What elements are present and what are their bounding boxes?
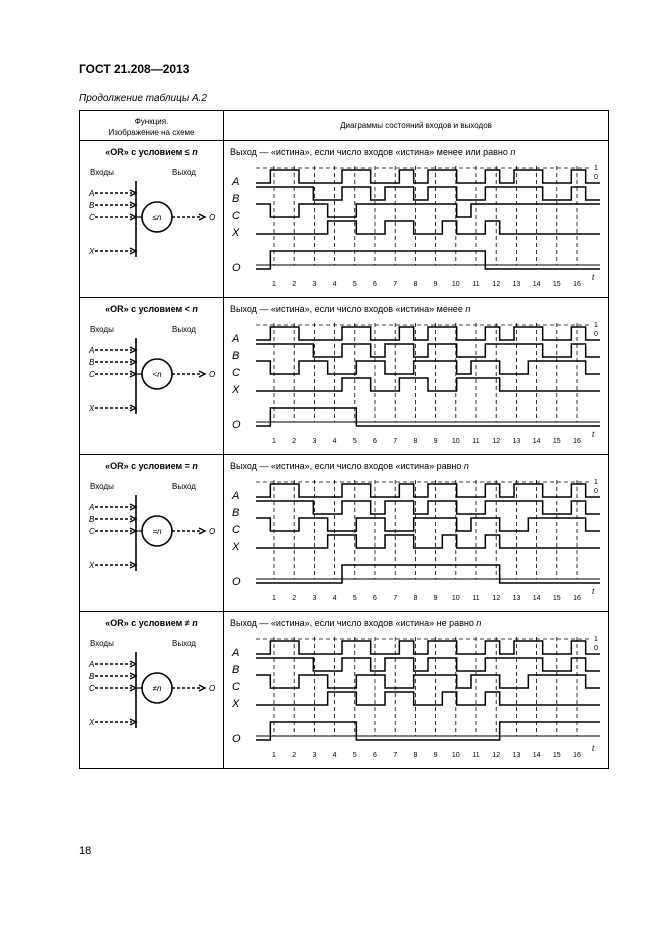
time-tick-label: 5 <box>352 438 357 445</box>
page-number: 18 <box>79 845 92 857</box>
signal-waveform-x <box>256 221 600 234</box>
input-letter: A <box>89 660 95 669</box>
time-axis-label: t <box>592 744 595 753</box>
signal-label: X <box>232 384 240 396</box>
level-zero-label: 0 <box>594 174 598 181</box>
timing-diagram <box>224 455 610 611</box>
diagram-cell <box>224 612 609 769</box>
time-tick-label: 1 <box>272 281 276 288</box>
input-letter: B <box>89 358 95 367</box>
function-symbol-label: <n <box>152 370 162 379</box>
time-tick-label: 15 <box>552 752 561 759</box>
signal-waveform-a <box>256 170 600 183</box>
function-symbol <box>80 612 223 768</box>
inputs-label: Входы <box>90 325 114 334</box>
time-tick-label: 5 <box>352 752 357 759</box>
input-letter: A <box>89 346 95 355</box>
input-letter: B <box>89 201 95 210</box>
time-tick-label: 8 <box>413 281 418 288</box>
diagram-description: Выход — «истина», если число входов «истина» менее n <box>230 304 471 314</box>
time-tick-label: 8 <box>413 595 418 602</box>
time-tick-label: 13 <box>512 281 521 288</box>
function-symbol <box>80 141 223 297</box>
time-tick-label: 10 <box>451 438 460 445</box>
table-row <box>80 298 609 455</box>
level-zero-label: 0 <box>594 488 598 495</box>
signal-waveform-o <box>256 565 600 583</box>
input-letter: A <box>89 189 95 198</box>
level-one-label: 1 <box>594 322 598 329</box>
time-tick-label: 10 <box>451 595 460 602</box>
input-letter: X <box>89 247 95 256</box>
input-letter: X <box>89 561 95 570</box>
time-tick-label: 16 <box>573 595 581 602</box>
output-letter: O <box>209 213 216 222</box>
time-tick-label: 9 <box>433 438 438 445</box>
time-tick-label: 1 <box>272 595 276 602</box>
time-tick-label: 9 <box>433 752 438 759</box>
signal-waveform-b <box>256 658 600 671</box>
time-tick-label: 13 <box>512 595 521 602</box>
signal-waveform-a <box>256 641 600 654</box>
time-axis-label: t <box>592 430 595 439</box>
signal-label: A <box>232 333 240 345</box>
function-symbol <box>80 455 223 611</box>
time-tick-label: 2 <box>292 438 297 445</box>
time-tick-label: 3 <box>312 281 317 288</box>
table-row <box>80 455 609 612</box>
time-tick-label: 15 <box>552 438 561 445</box>
function-title: «OR» с условием < n <box>105 304 198 314</box>
signal-waveform-o <box>256 408 600 426</box>
level-one-label: 1 <box>594 165 598 172</box>
time-tick-label: 5 <box>352 595 357 602</box>
time-tick-label: 9 <box>433 595 438 602</box>
time-tick-label: 15 <box>552 595 561 602</box>
function-title: «OR» с условием = n <box>105 461 198 471</box>
inputs-label: Входы <box>90 639 114 648</box>
signal-waveform-a <box>256 484 600 497</box>
time-tick-label: 10 <box>451 752 460 759</box>
function-cell <box>80 612 224 769</box>
signal-label: C <box>232 681 240 693</box>
signal-waveform-b <box>256 187 600 200</box>
time-tick-label: 5 <box>352 281 357 288</box>
time-tick-label: 10 <box>451 281 460 288</box>
time-tick-label: 6 <box>373 595 377 602</box>
output-label: Выход <box>172 482 196 491</box>
signal-waveform-o <box>256 251 600 269</box>
time-tick-label: 7 <box>393 438 398 445</box>
input-letter: C <box>89 370 95 379</box>
time-tick-label: 7 <box>393 281 398 288</box>
time-axis-label: t <box>592 273 595 282</box>
time-tick-label: 8 <box>413 752 418 759</box>
signal-waveform-a <box>256 327 600 340</box>
input-letter: B <box>89 515 95 524</box>
signal-label: C <box>232 524 240 536</box>
signal-waveform-x <box>256 378 600 391</box>
signal-label: A <box>232 176 240 188</box>
time-tick-label: 6 <box>373 281 377 288</box>
signal-label: O <box>232 733 241 745</box>
time-tick-label: 11 <box>472 752 480 759</box>
table-row <box>80 612 609 769</box>
header-diagram-cell: Диаграммы состояний входов и выходов <box>224 111 609 141</box>
output-label: Выход <box>172 325 196 334</box>
time-tick-label: 12 <box>492 752 501 759</box>
signal-waveform-c <box>256 518 600 531</box>
time-tick-label: 6 <box>373 752 377 759</box>
signal-label: C <box>232 367 240 379</box>
table-row <box>80 141 609 298</box>
function-symbol-label: ≠n <box>152 684 162 693</box>
table-continuation-caption: Продолжение таблицы А.2 <box>79 93 207 104</box>
time-tick-label: 14 <box>532 752 541 759</box>
output-letter: O <box>209 684 216 693</box>
input-letter: C <box>89 527 95 536</box>
header-function-line1: Функция. <box>134 117 169 126</box>
signal-label: O <box>232 576 241 588</box>
output-label: Выход <box>172 168 196 177</box>
time-tick-label: 16 <box>573 752 581 759</box>
time-tick-label: 3 <box>312 752 317 759</box>
time-tick-label: 12 <box>492 438 501 445</box>
diagram-description: Выход — «истина», если число входов «истина» равно n <box>230 461 469 471</box>
header-function-line2: Изображение на схеме <box>108 128 195 137</box>
signal-label: C <box>232 210 240 222</box>
signal-label: X <box>232 541 240 553</box>
diagram-description: Выход — «истина», если число входов «истина» менее или равно n <box>230 147 516 157</box>
input-letter: X <box>89 404 95 413</box>
time-tick-label: 9 <box>433 281 438 288</box>
signal-label: O <box>232 419 241 431</box>
output-letter: O <box>209 527 216 536</box>
input-letter: A <box>89 503 95 512</box>
input-letter: C <box>89 213 95 222</box>
signal-label: X <box>232 227 240 239</box>
function-table <box>79 110 609 769</box>
signal-waveform-b <box>256 501 600 514</box>
time-tick-label: 15 <box>552 281 561 288</box>
time-tick-label: 12 <box>492 281 501 288</box>
time-tick-label: 12 <box>492 595 501 602</box>
time-tick-label: 16 <box>573 281 581 288</box>
inputs-label: Входы <box>90 168 114 177</box>
time-tick-label: 1 <box>272 752 276 759</box>
level-one-label: 1 <box>594 479 598 486</box>
signal-label: B <box>232 193 240 205</box>
time-tick-label: 14 <box>532 438 541 445</box>
signal-label: A <box>232 490 240 502</box>
timing-diagram <box>224 141 610 297</box>
signal-label: B <box>232 664 240 676</box>
time-tick-label: 11 <box>472 438 480 445</box>
time-tick-label: 11 <box>472 595 480 602</box>
function-symbol <box>80 298 223 454</box>
signal-label: A <box>232 647 240 659</box>
time-tick-label: 4 <box>332 595 337 602</box>
header-function-cell <box>80 111 224 141</box>
signal-waveform-c <box>256 675 600 688</box>
diagram-cell <box>224 455 609 612</box>
time-tick-label: 7 <box>393 752 398 759</box>
time-tick-label: 4 <box>332 281 337 288</box>
signal-label: O <box>232 262 241 274</box>
time-tick-label: 13 <box>512 438 521 445</box>
level-zero-label: 0 <box>594 331 598 338</box>
level-zero-label: 0 <box>594 645 598 652</box>
diagram-description: Выход — «истина», если число входов «истина» не равно n <box>230 618 482 628</box>
time-tick-label: 4 <box>332 438 337 445</box>
time-tick-label: 13 <box>512 752 521 759</box>
input-letter: C <box>89 684 95 693</box>
time-tick-label: 4 <box>332 752 337 759</box>
signal-label: X <box>232 698 240 710</box>
document-standard-code: ГОСТ 21.208—2013 <box>79 62 190 76</box>
time-tick-label: 7 <box>393 595 398 602</box>
function-symbol-label: =n <box>152 527 162 536</box>
function-title: «OR» с условием ≠ n <box>105 618 198 628</box>
time-tick-label: 14 <box>532 595 541 602</box>
time-tick-label: 11 <box>472 281 480 288</box>
signal-waveform-o <box>256 722 600 740</box>
signal-label: B <box>232 350 240 362</box>
function-symbol-label: ≤n <box>152 213 162 222</box>
timing-diagram <box>224 298 610 454</box>
signal-waveform-x <box>256 692 600 705</box>
signal-waveform-c <box>256 361 600 374</box>
output-letter: O <box>209 370 216 379</box>
time-tick-label: 3 <box>312 438 317 445</box>
time-tick-label: 3 <box>312 595 317 602</box>
function-cell <box>80 141 224 298</box>
function-cell <box>80 298 224 455</box>
diagram-cell <box>224 141 609 298</box>
signal-waveform-x <box>256 535 600 548</box>
level-one-label: 1 <box>594 636 598 643</box>
signal-waveform-c <box>256 204 600 217</box>
time-tick-label: 2 <box>292 595 297 602</box>
time-tick-label: 2 <box>292 281 297 288</box>
time-tick-label: 14 <box>532 281 541 288</box>
input-letter: B <box>89 672 95 681</box>
signal-label: B <box>232 507 240 519</box>
function-cell <box>80 455 224 612</box>
time-tick-label: 2 <box>292 752 297 759</box>
output-label: Выход <box>172 639 196 648</box>
timing-diagram <box>224 612 610 768</box>
time-tick-label: 8 <box>413 438 418 445</box>
time-tick-label: 1 <box>272 438 276 445</box>
time-axis-label: t <box>592 587 595 596</box>
time-tick-label: 16 <box>573 438 581 445</box>
time-tick-label: 6 <box>373 438 377 445</box>
input-letter: X <box>89 718 95 727</box>
table-header-row <box>80 111 609 141</box>
function-title: «OR» с условием ≤ n <box>105 147 198 157</box>
signal-waveform-b <box>256 344 600 357</box>
inputs-label: Входы <box>90 482 114 491</box>
diagram-cell <box>224 298 609 455</box>
